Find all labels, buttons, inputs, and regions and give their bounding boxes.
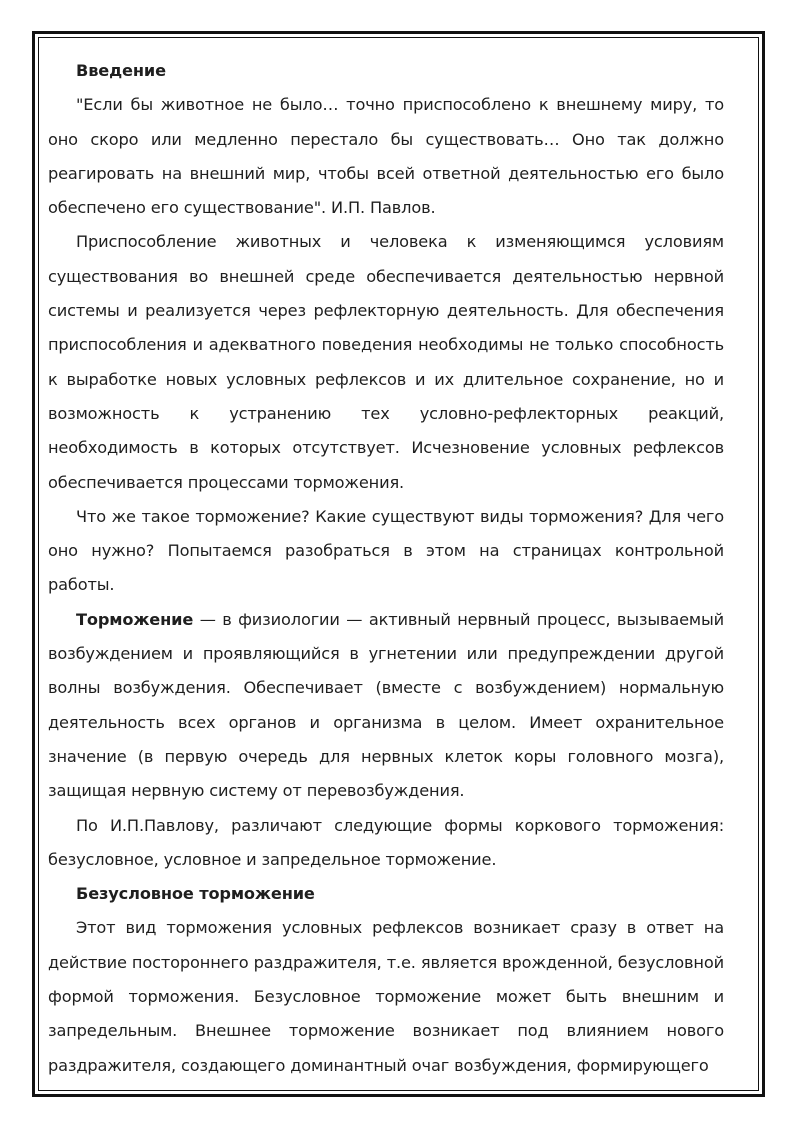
inhibition-definition-text: — в физиологии — активный нервный процесс, вызываемый возбуждением и проявляющийся в угнетении или предупреждении другой волны возбуждения. Обеспечивает (вместе с возбуждением) нормальную деятельность всех органов и организма в целом. Имеет охранительное значение (в первую очередь для нервных клеток коры головного мозга), защищая нервную систему от перевозбуждения. xyxy=(48,609,724,801)
unconditioned-heading: Безусловное торможение xyxy=(76,884,315,904)
pavlov-quote: "Если бы животное не было… точно приспособлено к внешнему миру, то оно скоро или медленно перестало бы существовать… Оно так должно реагировать на внешний мир, чтобы всей ответной деятельностью его было обеспечено его существование". И.П. Павлов. xyxy=(48,95,724,218)
document-body xyxy=(48,54,724,1083)
inhibition-term: Торможение xyxy=(76,609,194,629)
inhibition-definition-paragraph xyxy=(48,603,724,809)
intro-paragraph-adaptation: Приспособление животных и человека к изменяющимся условиям существования во внешней среде обеспечивается деятельностью нервной системы и реализуется через рефлекторную деятельность. Для обеспечения приспособления и адекватного поведения необходимы не только способность к выработке новых условных рефлексов и их длительное сохранение, но и возможность к устранению тех условно-рефлекторных реакций, необходимость в которых отсутствует. Исчезновение условных рефлексов обеспечивается процессами торможения. xyxy=(48,232,724,492)
intro-heading: Введение xyxy=(76,61,166,80)
inhibition-forms-paragraph: По И.П.Павлову, различают следующие формы коркового торможения: безусловное, условное и запредельное торможение. xyxy=(48,815,724,869)
unconditioned-paragraph: Этот вид торможения условных рефлексов возникает сразу в ответ на действие постороннего раздражителя, т.е. является врожденной, безусловной формой торможения. Безусловное торможение может быть внешним и запредельным. Внешнее торможение возникает под влиянием нового раздражителя, создающего доминантный очаг возбуждения, формирующего xyxy=(48,918,724,1075)
intro-paragraph-questions: Что же такое торможение? Какие существуют виды торможения? Для чего оно нужно? Попытаемся разобраться в этом на страницах контрольной работы. xyxy=(48,506,724,595)
